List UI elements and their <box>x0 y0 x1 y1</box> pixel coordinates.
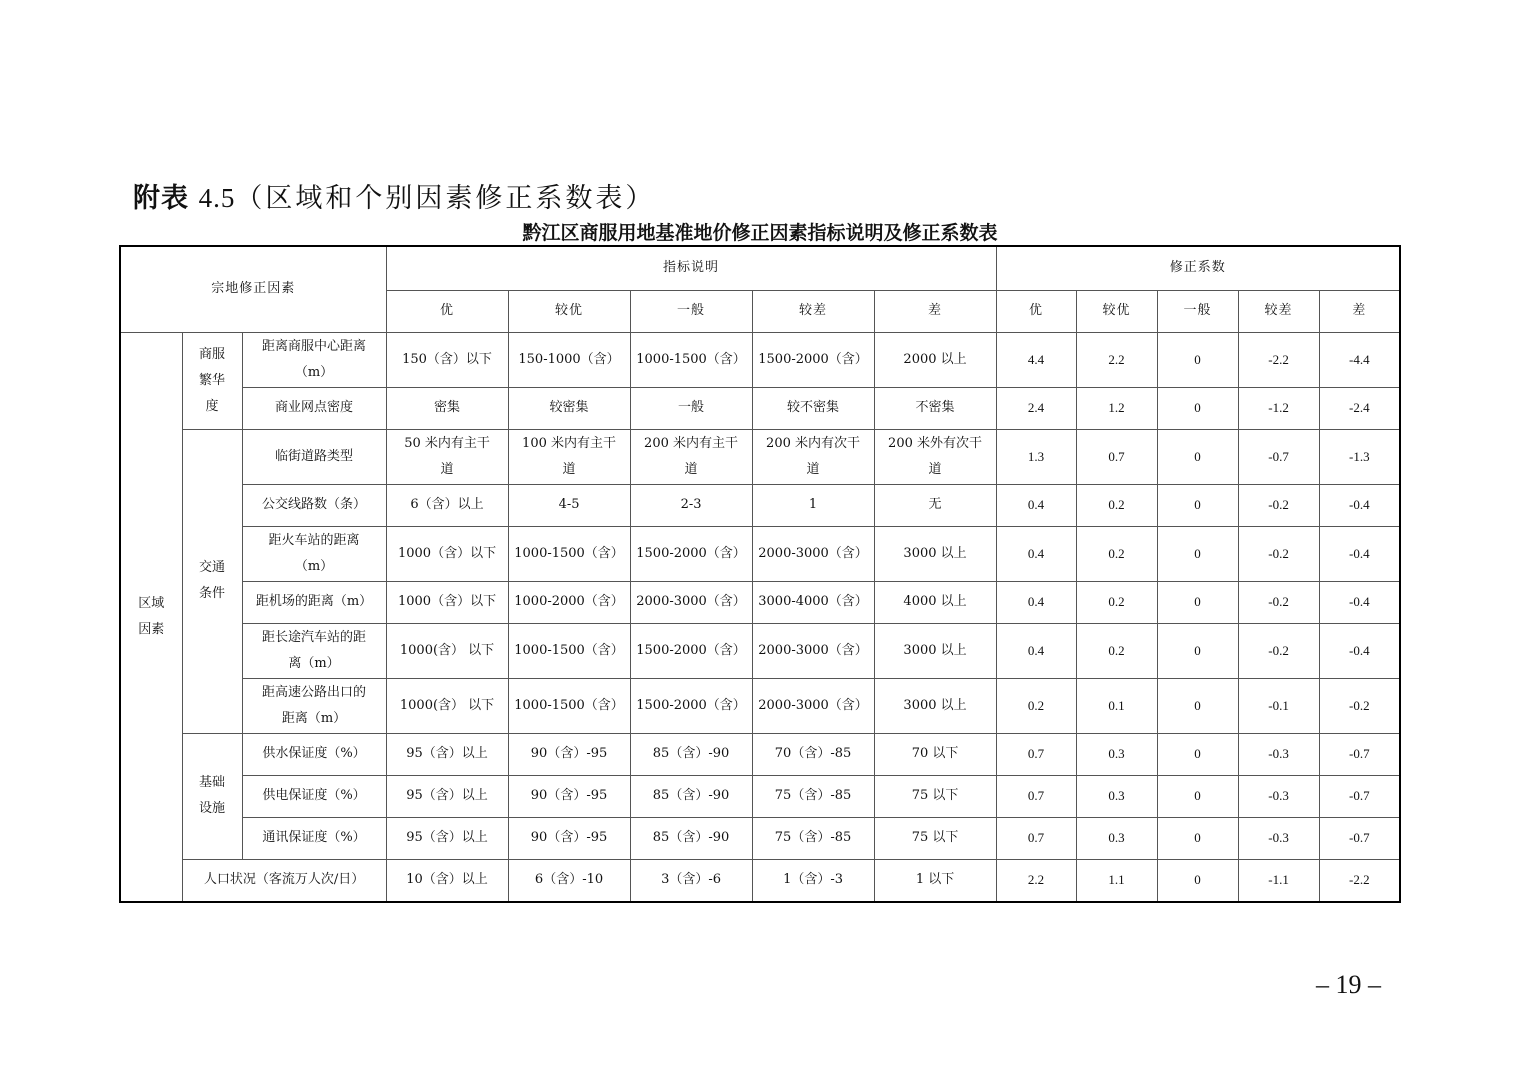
indicator-cell: 95（含）以上 <box>386 733 508 775</box>
indicator-cell: 无 <box>874 484 996 526</box>
coef-cell: 2.2 <box>996 859 1076 902</box>
coef-cell: 0.3 <box>1076 817 1157 859</box>
indicator-cell: 200 米内有主干 道 <box>630 429 752 484</box>
header-coef-level: 较优 <box>1076 290 1157 332</box>
table-row <box>120 581 1400 623</box>
factor-label: 公交线路数（条） <box>242 484 386 526</box>
table-row <box>120 623 1400 678</box>
coef-cell: -0.1 <box>1238 678 1319 733</box>
coef-cell: 0.2 <box>1076 581 1157 623</box>
table-row <box>120 678 1400 733</box>
indicator-cell: 200 米内有次干 道 <box>752 429 874 484</box>
indicator-cell: 1500-2000（含） <box>630 526 752 581</box>
coef-cell: 4.4 <box>996 332 1076 387</box>
indicator-cell: 6（含）-10 <box>508 859 630 902</box>
indicator-cell: 75 以下 <box>874 775 996 817</box>
table-row <box>120 387 1400 429</box>
indicator-cell: 一般 <box>630 387 752 429</box>
factor-label: 距长途汽车站的距 离（m） <box>242 623 386 678</box>
indicator-cell: 1000（含）以下 <box>386 581 508 623</box>
indicator-cell: 1000-1500（含） <box>508 526 630 581</box>
factor-label: 距机场的距离（m） <box>242 581 386 623</box>
coef-cell: -2.2 <box>1238 332 1319 387</box>
table-row <box>120 775 1400 817</box>
factor-label: 商业网点密度 <box>242 387 386 429</box>
coef-cell: 2.4 <box>996 387 1076 429</box>
table-row <box>120 332 1400 387</box>
indicator-cell: 1（含）-3 <box>752 859 874 902</box>
region-factor-label: 区域 因素 <box>120 332 182 902</box>
coef-cell: -0.3 <box>1238 817 1319 859</box>
indicator-cell: 85（含）-90 <box>630 817 752 859</box>
indicator-cell: 90（含）-95 <box>508 817 630 859</box>
factor-label: 距高速公路出口的 距离（m） <box>242 678 386 733</box>
table-caption: 黔江区商服用地基准地价修正因素指标说明及修正系数表 <box>522 222 998 244</box>
coef-cell: 0 <box>1157 623 1238 678</box>
indicator-cell: 较不密集 <box>752 387 874 429</box>
indicator-cell: 50 米内有主干 道 <box>386 429 508 484</box>
coef-cell: 0.2 <box>1076 484 1157 526</box>
indicator-cell: 3（含）-6 <box>630 859 752 902</box>
coef-cell: -4.4 <box>1319 332 1400 387</box>
coef-cell: 0.7 <box>996 733 1076 775</box>
coef-cell: 0 <box>1157 678 1238 733</box>
coef-cell: 0 <box>1157 733 1238 775</box>
indicator-cell: 90（含）-95 <box>508 775 630 817</box>
coef-cell: 0 <box>1157 775 1238 817</box>
indicator-cell: 1000(含） 以下 <box>386 678 508 733</box>
coef-cell: -0.7 <box>1238 429 1319 484</box>
indicator-cell: 85（含）-90 <box>630 733 752 775</box>
factor-label: 供电保证度（%） <box>242 775 386 817</box>
coef-cell: 0.1 <box>1076 678 1157 733</box>
indicator-cell: 70 以下 <box>874 733 996 775</box>
page-number: – 19 – <box>1316 970 1381 999</box>
indicator-cell: 2000-3000（含） <box>630 581 752 623</box>
coef-cell: -2.2 <box>1319 859 1400 902</box>
indicator-cell: 密集 <box>386 387 508 429</box>
coef-cell: 0.3 <box>1076 775 1157 817</box>
appendix-heading <box>133 176 655 215</box>
coef-cell: -0.7 <box>1319 817 1400 859</box>
header-coef-level: 优 <box>996 290 1076 332</box>
coef-cell: 1.2 <box>1076 387 1157 429</box>
coef-cell: 0.4 <box>996 484 1076 526</box>
indicator-cell: 150（含）以下 <box>386 332 508 387</box>
indicator-cell: 较密集 <box>508 387 630 429</box>
indicator-cell: 1 以下 <box>874 859 996 902</box>
group-traffic-label: 交通 条件 <box>182 429 242 733</box>
coef-cell: -2.4 <box>1319 387 1400 429</box>
indicator-cell: 3000 以上 <box>874 623 996 678</box>
coef-cell: -0.3 <box>1238 733 1319 775</box>
indicator-cell: 1000-1500（含） <box>508 623 630 678</box>
heading-subtitle: （区域和个别因素修正系数表） <box>235 183 656 214</box>
coef-cell: 0.3 <box>1076 733 1157 775</box>
indicator-cell: 200 米外有次干 道 <box>874 429 996 484</box>
coef-cell: -0.2 <box>1238 581 1319 623</box>
coef-cell: 1.1 <box>1076 859 1157 902</box>
indicator-cell: 150-1000（含） <box>508 332 630 387</box>
coef-cell: -0.2 <box>1238 484 1319 526</box>
coef-cell: 0.4 <box>996 623 1076 678</box>
coef-cell: 0 <box>1157 581 1238 623</box>
header-coef-level: 较差 <box>1238 290 1319 332</box>
header-indicator-level: 优 <box>386 290 508 332</box>
indicator-cell: 95（含）以上 <box>386 775 508 817</box>
header-coef-group: 修正系数 <box>996 246 1400 290</box>
indicator-cell: 1000-1500（含） <box>630 332 752 387</box>
indicator-cell: 1500-2000（含） <box>630 623 752 678</box>
indicator-cell: 3000 以上 <box>874 678 996 733</box>
table-row <box>120 429 1400 484</box>
coef-cell: 0.2 <box>1076 623 1157 678</box>
indicator-cell: 75（含）-85 <box>752 817 874 859</box>
indicator-cell: 3000 以上 <box>874 526 996 581</box>
heading-number: 4.5 <box>198 183 236 213</box>
coef-cell: 0.2 <box>1076 526 1157 581</box>
indicator-cell: 1000-1500（含） <box>508 678 630 733</box>
coef-cell: 0 <box>1157 332 1238 387</box>
coef-cell: -0.2 <box>1238 526 1319 581</box>
indicator-cell: 2000-3000（含） <box>752 623 874 678</box>
factor-label: 临街道路类型 <box>242 429 386 484</box>
coef-cell: -0.4 <box>1319 623 1400 678</box>
coef-cell: 0 <box>1157 429 1238 484</box>
coef-cell: -0.7 <box>1319 733 1400 775</box>
indicator-cell: 75 以下 <box>874 817 996 859</box>
indicator-cell: 1000-2000（含） <box>508 581 630 623</box>
group-infra-label: 基础 设施 <box>182 733 242 859</box>
coef-cell: 0.4 <box>996 526 1076 581</box>
indicator-cell: 90（含）-95 <box>508 733 630 775</box>
indicator-cell: 75（含）-85 <box>752 775 874 817</box>
coef-cell: 0 <box>1157 387 1238 429</box>
indicator-cell: 85（含）-90 <box>630 775 752 817</box>
coef-cell: -0.2 <box>1238 623 1319 678</box>
coef-cell: -0.4 <box>1319 526 1400 581</box>
header-indicator-level: 较差 <box>752 290 874 332</box>
indicator-cell: 100 米内有主干 道 <box>508 429 630 484</box>
heading-lead: 附表 <box>133 183 189 214</box>
coef-cell: 0 <box>1157 484 1238 526</box>
coef-cell: 0 <box>1157 859 1238 902</box>
table-row <box>120 859 1400 902</box>
coef-cell: 0.7 <box>1076 429 1157 484</box>
header-coef-level: 一般 <box>1157 290 1238 332</box>
coef-cell: -1.3 <box>1319 429 1400 484</box>
coef-cell: 0.2 <box>996 678 1076 733</box>
table-row <box>120 733 1400 775</box>
indicator-cell: 70（含）-85 <box>752 733 874 775</box>
coef-cell: 2.2 <box>1076 332 1157 387</box>
group-commercial-label: 商服 繁华 度 <box>182 332 242 429</box>
coef-cell: -0.2 <box>1319 678 1400 733</box>
coef-cell: -0.7 <box>1319 775 1400 817</box>
header-indicator-level: 较优 <box>508 290 630 332</box>
factor-label: 距火车站的距离 （m） <box>242 526 386 581</box>
header-factor: 宗地修正因素 <box>120 246 386 332</box>
factor-label: 人口状况（客流万人次/日） <box>182 859 386 902</box>
indicator-cell: 1500-2000（含） <box>752 332 874 387</box>
factor-label: 供水保证度（%） <box>242 733 386 775</box>
coef-cell: -0.3 <box>1238 775 1319 817</box>
indicator-cell: 1 <box>752 484 874 526</box>
factor-label: 距离商服中心距离 （m） <box>242 332 386 387</box>
table-row <box>120 526 1400 581</box>
header-indicator-group: 指标说明 <box>386 246 996 290</box>
indicator-cell: 1500-2000（含） <box>630 678 752 733</box>
indicator-cell: 6（含）以上 <box>386 484 508 526</box>
header-indicator-level: 差 <box>874 290 996 332</box>
indicator-cell: 2000-3000（含） <box>752 678 874 733</box>
indicator-cell: 1000（含）以下 <box>386 526 508 581</box>
coef-cell: -1.2 <box>1238 387 1319 429</box>
factor-label: 通讯保证度（%） <box>242 817 386 859</box>
coef-cell: 0.7 <box>996 775 1076 817</box>
coef-cell: -0.4 <box>1319 581 1400 623</box>
table-row <box>120 817 1400 859</box>
indicator-cell: 2000 以上 <box>874 332 996 387</box>
coef-cell: 0 <box>1157 817 1238 859</box>
indicator-cell: 95（含）以上 <box>386 817 508 859</box>
indicator-cell: 10（含）以上 <box>386 859 508 902</box>
indicator-cell: 不密集 <box>874 387 996 429</box>
indicator-cell: 1000(含） 以下 <box>386 623 508 678</box>
coef-cell: -0.4 <box>1319 484 1400 526</box>
coef-cell: -1.1 <box>1238 859 1319 902</box>
coef-cell: 1.3 <box>996 429 1076 484</box>
indicator-cell: 4-5 <box>508 484 630 526</box>
header-indicator-level: 一般 <box>630 290 752 332</box>
coef-cell: 0.4 <box>996 581 1076 623</box>
correction-factor-table <box>119 245 1401 903</box>
indicator-cell: 2000-3000（含） <box>752 526 874 581</box>
header-coef-level: 差 <box>1319 290 1400 332</box>
coef-cell: 0 <box>1157 526 1238 581</box>
indicator-cell: 3000-4000（含） <box>752 581 874 623</box>
table-row <box>120 484 1400 526</box>
indicator-cell: 2-3 <box>630 484 752 526</box>
coef-cell: 0.7 <box>996 817 1076 859</box>
indicator-cell: 4000 以上 <box>874 581 996 623</box>
